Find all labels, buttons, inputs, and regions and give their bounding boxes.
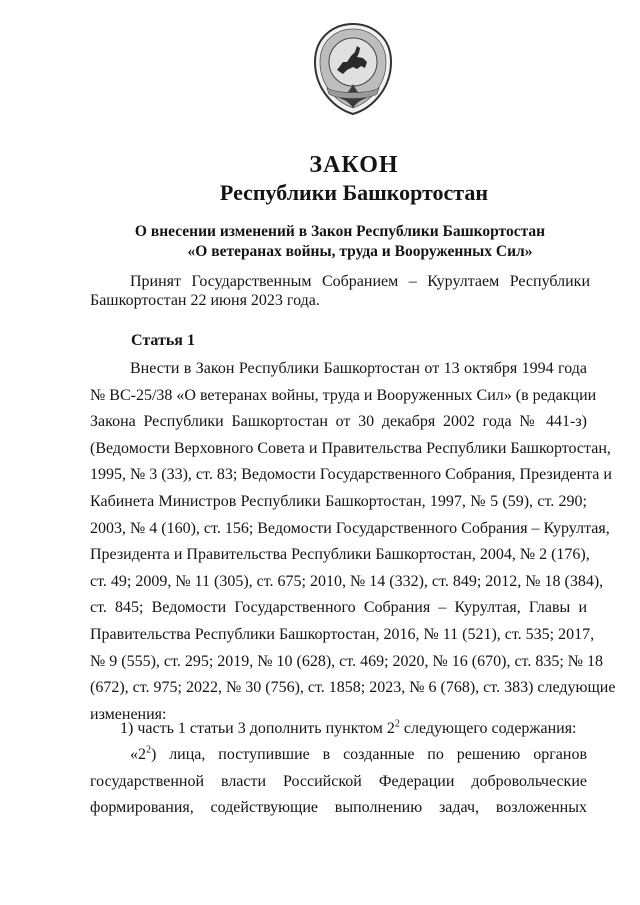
paragraph-line: № ВС-25/38 «О ветеранах войны, труда и Вооруженных Сил» (в редакции xyxy=(90,386,597,404)
item-1-suffix: следующего содержания: xyxy=(399,720,577,737)
paragraph-line: изменения: xyxy=(90,705,167,723)
paragraph-line: Президента и Правительства Республики Башкортостан, 2004, № 2 (176), xyxy=(90,546,590,564)
paragraph-line: Правительства Республики Башкортостан, 2016, № 11 (521), ст. 535; 2017, xyxy=(90,625,595,643)
document-title: ЗАКОН xyxy=(309,152,399,178)
paragraph-line: 2003, № 4 (160), ст. 156; Ведомости Государственного Собрания – Курултая, xyxy=(90,519,610,537)
document-subtitle: Республики Башкортостан xyxy=(219,180,489,205)
paragraph-line: (Ведомости Верховного Совета и Правительства Республики Башкортостан, xyxy=(90,439,611,457)
paragraph-line: ст. 49; 2009, № 11 (305), ст. 675; 2010, № 14 (332), ст. 849; 2012, № 18 (384), xyxy=(90,572,604,590)
subject-line-1: О внесении изменений в Закон Республики Башкортостан xyxy=(134,223,546,240)
subject-line-2: «О ветеранах войны, труда и Вооруженных Сил» xyxy=(187,243,533,260)
quote-superscript: 2 xyxy=(146,744,151,756)
law-subject xyxy=(120,222,560,262)
quote-open: «2 xyxy=(130,746,146,763)
paragraph-line: 1995, № 3 (33), ст. 83; Ведомости Государственного Собрания, Президента и xyxy=(90,466,612,484)
paragraph-line: ст. 845; Ведомости Государственного Собрания – Курултая, Главы и xyxy=(90,599,587,617)
paragraph-line: № 9 (555), ст. 295; 2019, № 10 (628), ст. 469; 2020, № 16 (670), ст. 835; № 18 xyxy=(90,652,604,670)
amendment-item-1 xyxy=(90,716,587,743)
paragraph-line: Кабинета Министров Республики Башкортостан, 1997, № 5 (59), ст. 290; xyxy=(90,492,587,510)
quote-rest: ) лица, поступившие в созданные по решению органов xyxy=(151,746,587,763)
article-heading: Статья 1 xyxy=(131,332,195,349)
item-1-superscript: 2 xyxy=(394,718,400,730)
adoption-line-1: Принят Государственным Собранием – Курултаем Республики xyxy=(130,273,590,290)
quoted-amendment xyxy=(90,742,587,822)
quote-line: формирования, содействующие выполнению задач, возложенных xyxy=(90,799,587,817)
paragraph-line: (672), ст. 975; 2022, № 30 (756), ст. 1858; 2023, № 6 (768), ст. 383) следующие xyxy=(90,679,616,697)
paragraph-line: Закона Республики Башкортостан от 30 декабря 2002 года № 441-з) xyxy=(90,413,587,431)
adoption-line-2: Башкортостан 22 июня 2023 года. xyxy=(90,292,320,309)
coat-of-arms-icon xyxy=(311,22,395,116)
article-paragraph xyxy=(90,356,616,728)
item-1-prefix: 1) часть 1 статьи 3 дополнить пунктом 2 xyxy=(120,720,395,737)
quote-line: государственной власти Российской Федерации добровольческие xyxy=(90,772,587,790)
adoption-note xyxy=(90,272,590,310)
paragraph-line: Внести в Закон Республики Башкортостан от 13 октября 1994 года xyxy=(130,360,587,377)
